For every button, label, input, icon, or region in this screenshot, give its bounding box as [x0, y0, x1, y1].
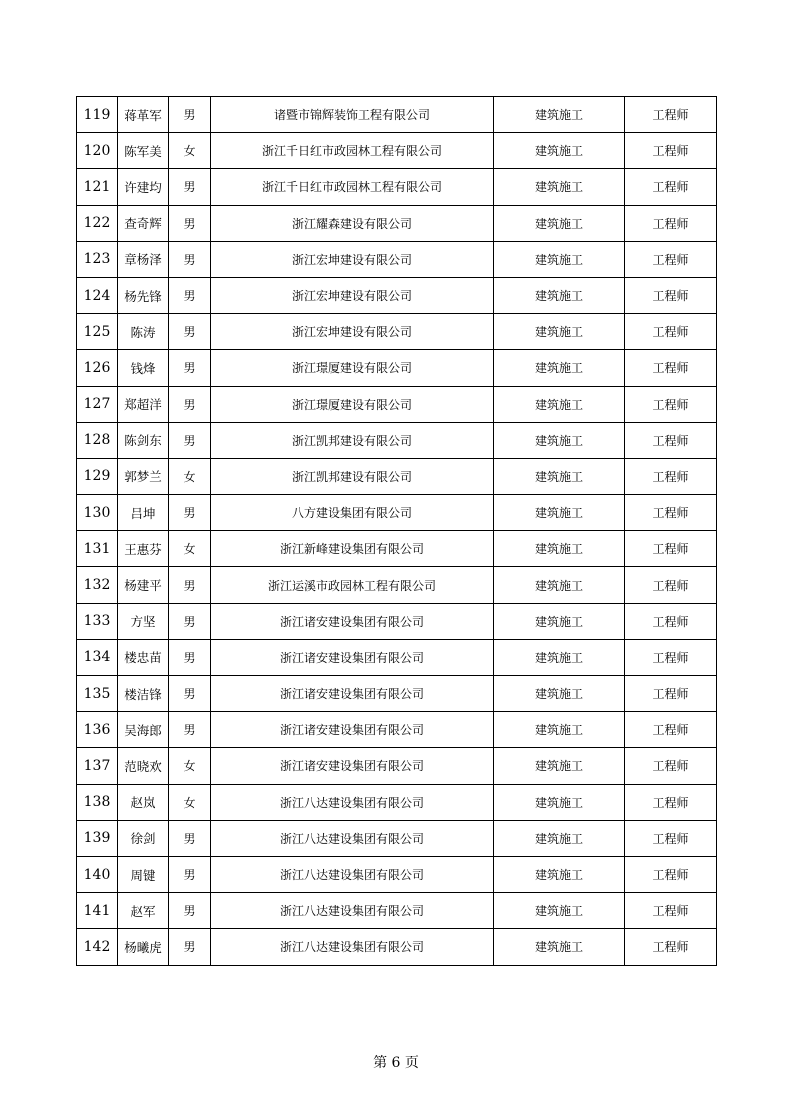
gender-cell: 男 [169, 97, 211, 133]
company-name-cell: 浙江八达建设集团有限公司 [211, 893, 494, 929]
professional-title-cell: 工程师 [625, 567, 717, 603]
row-number-cell: 133 [77, 603, 118, 639]
specialty-cell: 建筑施工 [494, 205, 625, 241]
professional-title-cell: 工程师 [625, 712, 717, 748]
gender-cell: 女 [169, 458, 211, 494]
specialty-cell: 建筑施工 [494, 97, 625, 133]
table-row [77, 784, 717, 820]
row-number-cell: 123 [77, 241, 118, 277]
row-number-cell: 140 [77, 856, 118, 892]
roster-table-body [77, 97, 717, 966]
table-row [77, 856, 717, 892]
person-name-cell: 赵军 [118, 893, 169, 929]
row-number-cell: 125 [77, 314, 118, 350]
person-name-cell: 郑超洋 [118, 386, 169, 422]
row-number-cell: 136 [77, 712, 118, 748]
gender-cell: 女 [169, 784, 211, 820]
professional-title-cell: 工程师 [625, 784, 717, 820]
professional-title-cell: 工程师 [625, 277, 717, 313]
gender-cell: 男 [169, 929, 211, 965]
professional-title-cell: 工程师 [625, 241, 717, 277]
row-number-cell: 139 [77, 820, 118, 856]
specialty-cell: 建筑施工 [494, 676, 625, 712]
table-row [77, 97, 717, 133]
company-name-cell: 浙江八达建设集团有限公司 [211, 784, 494, 820]
row-number-cell: 119 [77, 97, 118, 133]
professional-title-cell: 工程师 [625, 639, 717, 675]
professional-title-cell: 工程师 [625, 350, 717, 386]
person-name-cell: 周键 [118, 856, 169, 892]
table-row [77, 422, 717, 458]
person-name-cell: 许建均 [118, 169, 169, 205]
company-name-cell: 浙江运溪市政园林工程有限公司 [211, 567, 494, 603]
person-name-cell: 郭梦兰 [118, 458, 169, 494]
company-name-cell: 浙江璟厦建设有限公司 [211, 350, 494, 386]
table-row [77, 495, 717, 531]
gender-cell: 男 [169, 820, 211, 856]
company-name-cell: 浙江千日红市政园林工程有限公司 [211, 169, 494, 205]
professional-title-cell: 工程师 [625, 929, 717, 965]
person-name-cell: 蒋革军 [118, 97, 169, 133]
specialty-cell: 建筑施工 [494, 133, 625, 169]
gender-cell: 男 [169, 386, 211, 422]
professional-title-cell: 工程师 [625, 97, 717, 133]
company-name-cell: 浙江八达建设集团有限公司 [211, 929, 494, 965]
professional-title-cell: 工程师 [625, 458, 717, 494]
table-row [77, 458, 717, 494]
gender-cell: 男 [169, 567, 211, 603]
person-name-cell: 方坚 [118, 603, 169, 639]
professional-title-cell: 工程师 [625, 820, 717, 856]
table-row [77, 820, 717, 856]
company-name-cell: 浙江诸安建设集团有限公司 [211, 748, 494, 784]
company-name-cell: 浙江新峰建设集团有限公司 [211, 531, 494, 567]
gender-cell: 男 [169, 277, 211, 313]
person-name-cell: 章杨泽 [118, 241, 169, 277]
specialty-cell: 建筑施工 [494, 169, 625, 205]
specialty-cell: 建筑施工 [494, 495, 625, 531]
person-name-cell: 楼忠苗 [118, 639, 169, 675]
person-name-cell: 楼洁锋 [118, 676, 169, 712]
professional-title-cell: 工程师 [625, 205, 717, 241]
company-name-cell: 浙江宏坤建设有限公司 [211, 277, 494, 313]
table-row [77, 133, 717, 169]
company-name-cell: 浙江凯邦建设有限公司 [211, 458, 494, 494]
gender-cell: 女 [169, 531, 211, 567]
table-row [77, 639, 717, 675]
row-number-cell: 137 [77, 748, 118, 784]
specialty-cell: 建筑施工 [494, 893, 625, 929]
gender-cell: 男 [169, 314, 211, 350]
gender-cell: 男 [169, 422, 211, 458]
table-row [77, 929, 717, 965]
row-number-cell: 127 [77, 386, 118, 422]
table-row [77, 676, 717, 712]
table-row [77, 712, 717, 748]
person-name-cell: 陈剑东 [118, 422, 169, 458]
gender-cell: 男 [169, 856, 211, 892]
row-number-cell: 141 [77, 893, 118, 929]
specialty-cell: 建筑施工 [494, 929, 625, 965]
row-number-cell: 135 [77, 676, 118, 712]
row-number-cell: 126 [77, 350, 118, 386]
roster-table [76, 96, 717, 966]
gender-cell: 男 [169, 712, 211, 748]
specialty-cell: 建筑施工 [494, 350, 625, 386]
specialty-cell: 建筑施工 [494, 386, 625, 422]
professional-title-cell: 工程师 [625, 169, 717, 205]
specialty-cell: 建筑施工 [494, 241, 625, 277]
professional-title-cell: 工程师 [625, 133, 717, 169]
gender-cell: 男 [169, 676, 211, 712]
professional-title-cell: 工程师 [625, 314, 717, 350]
row-number-cell: 132 [77, 567, 118, 603]
person-name-cell: 徐剑 [118, 820, 169, 856]
table-row [77, 169, 717, 205]
company-name-cell: 浙江宏坤建设有限公司 [211, 314, 494, 350]
company-name-cell: 浙江诸安建设集团有限公司 [211, 676, 494, 712]
company-name-cell: 八方建设集团有限公司 [211, 495, 494, 531]
company-name-cell: 浙江八达建设集团有限公司 [211, 820, 494, 856]
specialty-cell: 建筑施工 [494, 567, 625, 603]
specialty-cell: 建筑施工 [494, 748, 625, 784]
person-name-cell: 陈涛 [118, 314, 169, 350]
specialty-cell: 建筑施工 [494, 422, 625, 458]
table-row [77, 314, 717, 350]
specialty-cell: 建筑施工 [494, 784, 625, 820]
specialty-cell: 建筑施工 [494, 820, 625, 856]
company-name-cell: 浙江璟厦建设有限公司 [211, 386, 494, 422]
row-number-cell: 138 [77, 784, 118, 820]
table-row [77, 748, 717, 784]
company-name-cell: 浙江宏坤建设有限公司 [211, 241, 494, 277]
table-row [77, 241, 717, 277]
gender-cell: 男 [169, 893, 211, 929]
company-name-cell: 浙江诸安建设集团有限公司 [211, 603, 494, 639]
table-row [77, 531, 717, 567]
specialty-cell: 建筑施工 [494, 458, 625, 494]
row-number-cell: 130 [77, 495, 118, 531]
company-name-cell: 浙江凯邦建设有限公司 [211, 422, 494, 458]
gender-cell: 男 [169, 205, 211, 241]
gender-cell: 男 [169, 603, 211, 639]
row-number-cell: 128 [77, 422, 118, 458]
row-number-cell: 124 [77, 277, 118, 313]
company-name-cell: 浙江耀森建设有限公司 [211, 205, 494, 241]
specialty-cell: 建筑施工 [494, 314, 625, 350]
table-row [77, 205, 717, 241]
company-name-cell: 浙江诸安建设集团有限公司 [211, 712, 494, 748]
table-row [77, 567, 717, 603]
person-name-cell: 杨建平 [118, 567, 169, 603]
company-name-cell: 诸暨市锦辉装饰工程有限公司 [211, 97, 494, 133]
person-name-cell: 陈军美 [118, 133, 169, 169]
gender-cell: 女 [169, 748, 211, 784]
specialty-cell: 建筑施工 [494, 856, 625, 892]
professional-title-cell: 工程师 [625, 495, 717, 531]
gender-cell: 男 [169, 350, 211, 386]
table-row [77, 350, 717, 386]
specialty-cell: 建筑施工 [494, 712, 625, 748]
specialty-cell: 建筑施工 [494, 603, 625, 639]
row-number-cell: 122 [77, 205, 118, 241]
person-name-cell: 王惠芬 [118, 531, 169, 567]
row-number-cell: 131 [77, 531, 118, 567]
professional-title-cell: 工程师 [625, 603, 717, 639]
row-number-cell: 129 [77, 458, 118, 494]
gender-cell: 女 [169, 133, 211, 169]
person-name-cell: 吴海郎 [118, 712, 169, 748]
page-number: 第 6 页 [373, 1055, 419, 1071]
row-number-cell: 134 [77, 639, 118, 675]
company-name-cell: 浙江千日红市政园林工程有限公司 [211, 133, 494, 169]
professional-title-cell: 工程师 [625, 676, 717, 712]
company-name-cell: 浙江八达建设集团有限公司 [211, 856, 494, 892]
row-number-cell: 121 [77, 169, 118, 205]
person-name-cell: 查奇辉 [118, 205, 169, 241]
gender-cell: 男 [169, 169, 211, 205]
table-row [77, 603, 717, 639]
specialty-cell: 建筑施工 [494, 531, 625, 567]
person-name-cell: 杨曦虎 [118, 929, 169, 965]
person-name-cell: 赵岚 [118, 784, 169, 820]
specialty-cell: 建筑施工 [494, 277, 625, 313]
person-name-cell: 范晓欢 [118, 748, 169, 784]
person-name-cell: 钱烽 [118, 350, 169, 386]
professional-title-cell: 工程师 [625, 422, 717, 458]
company-name-cell: 浙江诸安建设集团有限公司 [211, 639, 494, 675]
table-row [77, 893, 717, 929]
table-row [77, 386, 717, 422]
gender-cell: 男 [169, 495, 211, 531]
row-number-cell: 142 [77, 929, 118, 965]
professional-title-cell: 工程师 [625, 893, 717, 929]
gender-cell: 男 [169, 639, 211, 675]
professional-title-cell: 工程师 [625, 386, 717, 422]
gender-cell: 男 [169, 241, 211, 277]
professional-title-cell: 工程师 [625, 856, 717, 892]
person-name-cell: 吕坤 [118, 495, 169, 531]
table-row [77, 277, 717, 313]
professional-title-cell: 工程师 [625, 748, 717, 784]
professional-title-cell: 工程师 [625, 531, 717, 567]
person-name-cell: 杨先锋 [118, 277, 169, 313]
specialty-cell: 建筑施工 [494, 639, 625, 675]
row-number-cell: 120 [77, 133, 118, 169]
